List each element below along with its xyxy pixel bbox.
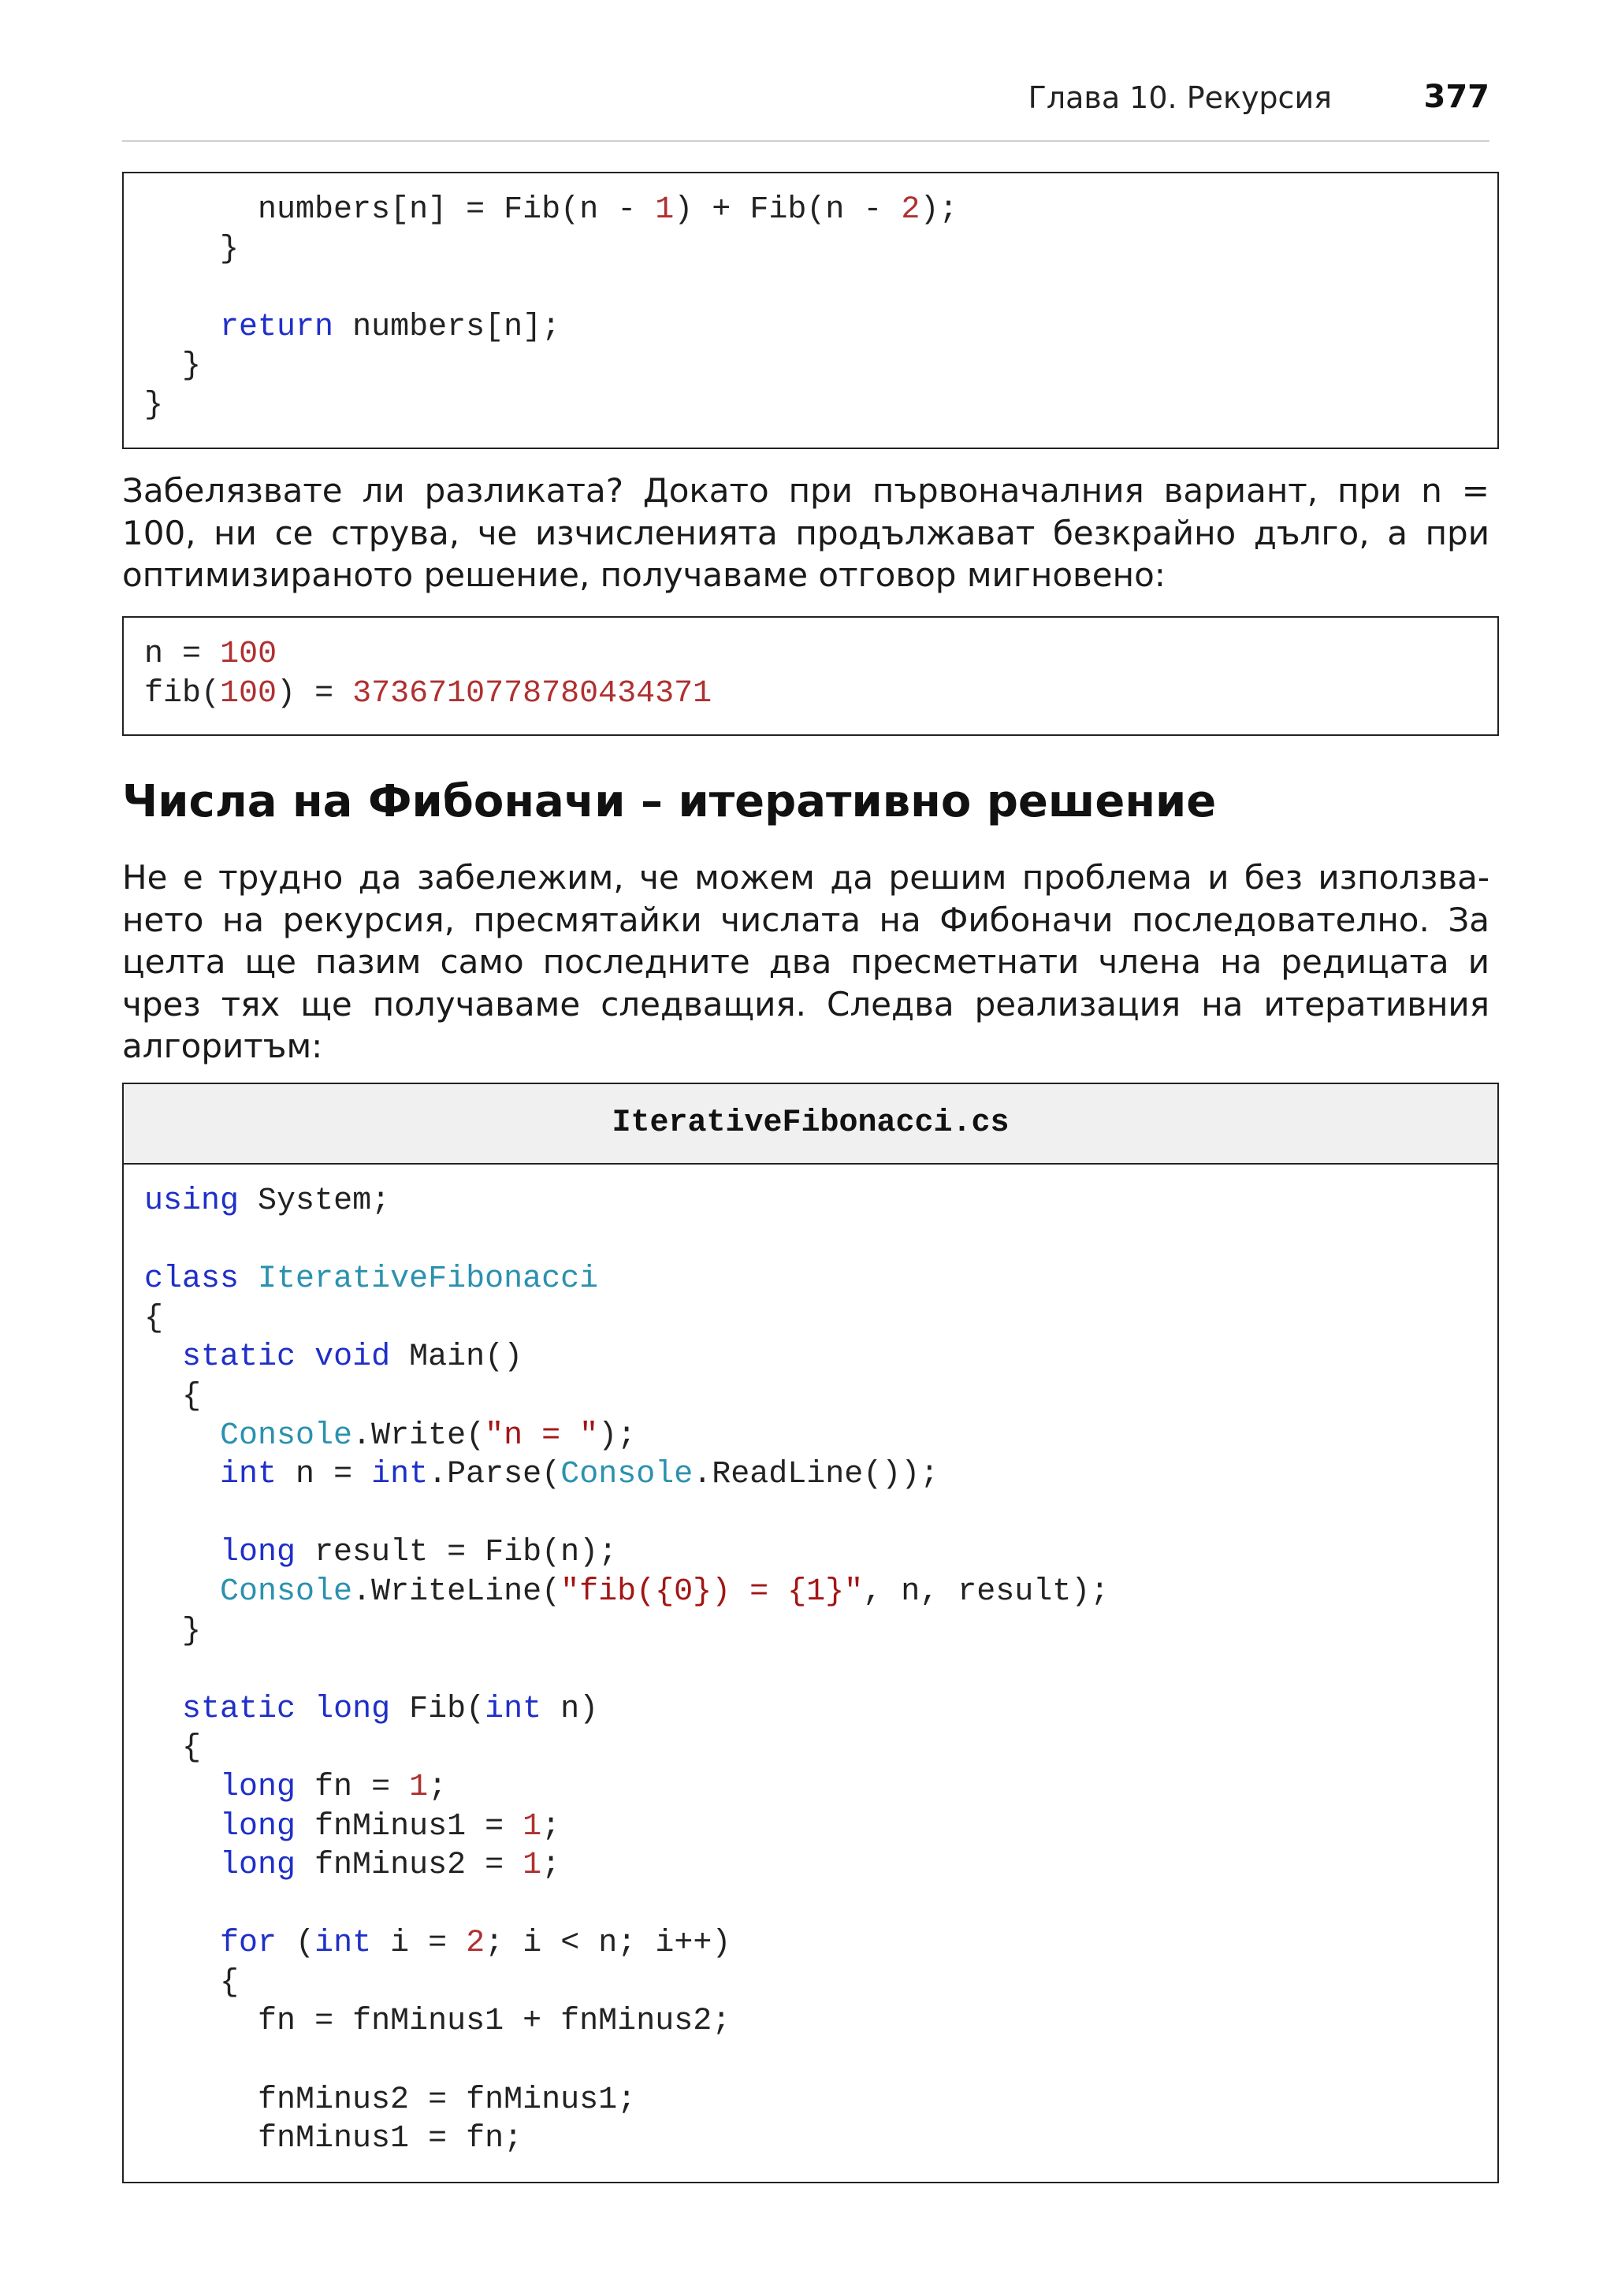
code-line: long result = Fib(n); [220,1535,618,1571]
paragraph-difference [122,470,1489,596]
code-line: fnMinus1 = fn; [258,2121,523,2157]
paragraph-line: нето на рекурсия, пресмятайки числата на Фибоначи последователно. За [122,900,1489,939]
code-line: } [182,1613,202,1649]
page-number: 377 [1423,79,1489,115]
paragraph-iterative [122,856,1489,1068]
code-block-continuation [122,172,1499,449]
paragraph-line: алгоритъм: [122,1027,323,1065]
code-listing [124,1165,1497,2176]
code-line: } [182,348,202,385]
page-header [122,79,1489,142]
code-line: static void Main() [182,1339,523,1376]
code-line: return numbers[n]; [220,309,561,345]
code-line: { [220,1964,240,2001]
code-line: for (int i = 2; i < n; i++) [220,1926,731,1962]
section-heading: Числа на Фибоначи – итеративно решение [122,776,1217,827]
code-line: Console.Write("n = "); [220,1417,637,1454]
code-file-title: IterativeFibonacci.cs [124,1084,1497,1165]
code-line: { [182,1730,202,1767]
code-line: using System; [144,1183,391,1219]
code-line: n = 100 [144,637,277,672]
code-line: { [182,1378,202,1414]
code-line: long fnMinus2 = 1; [220,1848,561,1884]
code-line: fn = fnMinus1 + fnMinus2; [258,2004,731,2040]
paragraph-line: 100, ни се струва, че изчисленията продължават безкрайно дълго, а при [122,513,1489,552]
code-listing [124,173,1497,443]
code-line: } [144,387,164,423]
paragraph-line: чрез тях ще получаваме следващия. Следва реализация на итеративния [122,984,1489,1024]
code-line: long fnMinus1 = 1; [220,1808,561,1845]
code-line: int n = int.Parse(Console.ReadLine()); [220,1457,939,1493]
paragraph-line: Забелязвате ли разликата? Докато при първоначалния вариант, при n = [122,471,1489,510]
code-line: numbers[n] = Fib(n - 1) + Fib(n - 2); [258,192,958,228]
paragraph-line: целта ще пазим само последните два пресметнати члена на редицата и [122,942,1489,981]
code-line: } [220,231,240,267]
code-line: { [144,1300,164,1336]
paragraph-line: оптимизираното решение, получаваме отговор мигновено: [122,555,1166,594]
code-line: Console.WriteLine("fib({0}) = {1}", n, result); [220,1573,1110,1610]
code-line: class IterativeFibonacci [144,1261,599,1298]
code-line: fnMinus2 = fnMinus1; [258,2082,637,2118]
paragraph-line: Не е трудно да забележим, че можем да решим проблема и без използва- [122,858,1489,897]
output-block [122,616,1499,736]
chapter-title: Глава 10. Рекурсия [1028,80,1332,115]
code-line: long fn = 1; [220,1769,448,1805]
console-output [124,618,1497,730]
code-block-iterative-fibonacci [122,1083,1499,2183]
code-line: fib(100) = 3736710778780434371 [144,675,712,711]
code-line: static long Fib(int n) [182,1691,599,1727]
